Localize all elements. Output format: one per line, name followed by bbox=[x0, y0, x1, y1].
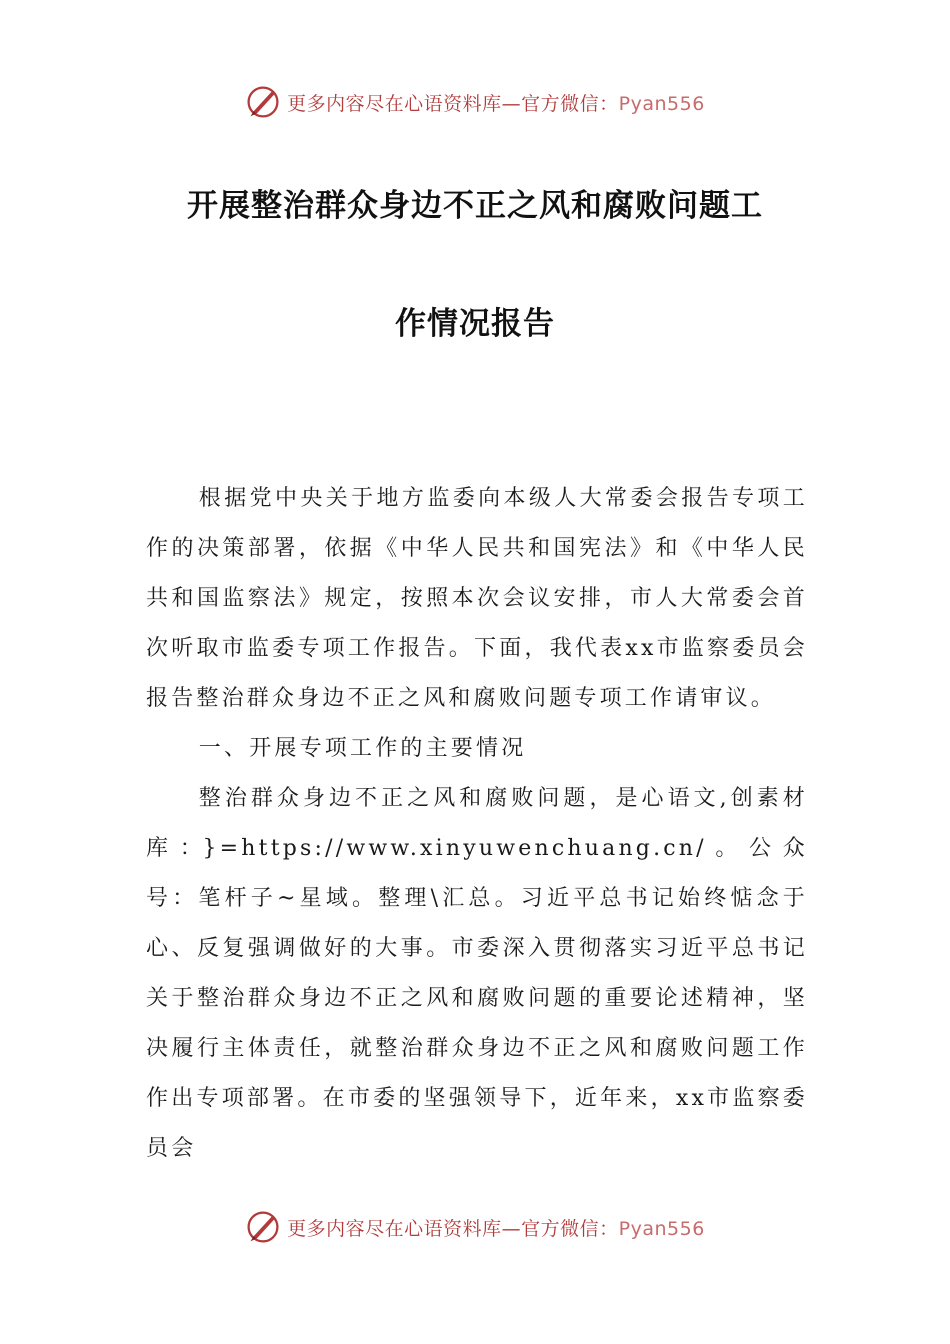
document-title-line-2: 作情况报告 bbox=[395, 306, 555, 342]
paragraph-intro: 根据党中央关于地方监委向本级人大常委会报告专项工作的决策部署，依据《中华人民共和国宪法》和《中华人民共和国监察法》规定，按照本次会议安排，市人大常委会首次听取市监委专项工作报告。下面，我代表xx市监察委员会报告整治群众身边不正之风和腐败问题专项工作请审议。 bbox=[146, 486, 808, 711]
paragraph-main: 整治群众身边不正之风和腐败问题，是心语文,创素材库：}=https://www.xinyuwenchuang.cn/。公众号：笔杆子~星域。整理\汇总。习近平总书记始终惦念于心、反复强调做好的大事。市委深入贯彻落实习近平总书记关于整治群众身边不正之风和腐败问题的重要论述精神，坚决履行主体责任，就整治群众身边不正之风和腐败问题工作作出专项部署。在市委的坚强领导下，近年来，xx市监察委员会 bbox=[146, 786, 808, 1161]
section-heading-1: 一、开展专项工作的主要情况 bbox=[198, 736, 527, 761]
watermark-wechat-id: Pyan556 bbox=[618, 1217, 705, 1240]
watermark-text: 更多内容尽在心语资料库—官方微信：Pyan556 bbox=[287, 1217, 705, 1240]
quill-logo-icon bbox=[245, 84, 281, 120]
watermark-wechat-id: Pyan556 bbox=[618, 92, 705, 115]
quill-logo-icon bbox=[245, 1209, 281, 1245]
watermark-text: 更多内容尽在心语资料库—官方微信：Pyan556 bbox=[287, 92, 705, 115]
document-title-line-1: 开展整治群众身边不正之风和腐败问题工 bbox=[187, 188, 763, 224]
header-watermark bbox=[0, 84, 950, 120]
document-body bbox=[146, 474, 808, 1174]
footer-watermark bbox=[0, 1209, 950, 1245]
